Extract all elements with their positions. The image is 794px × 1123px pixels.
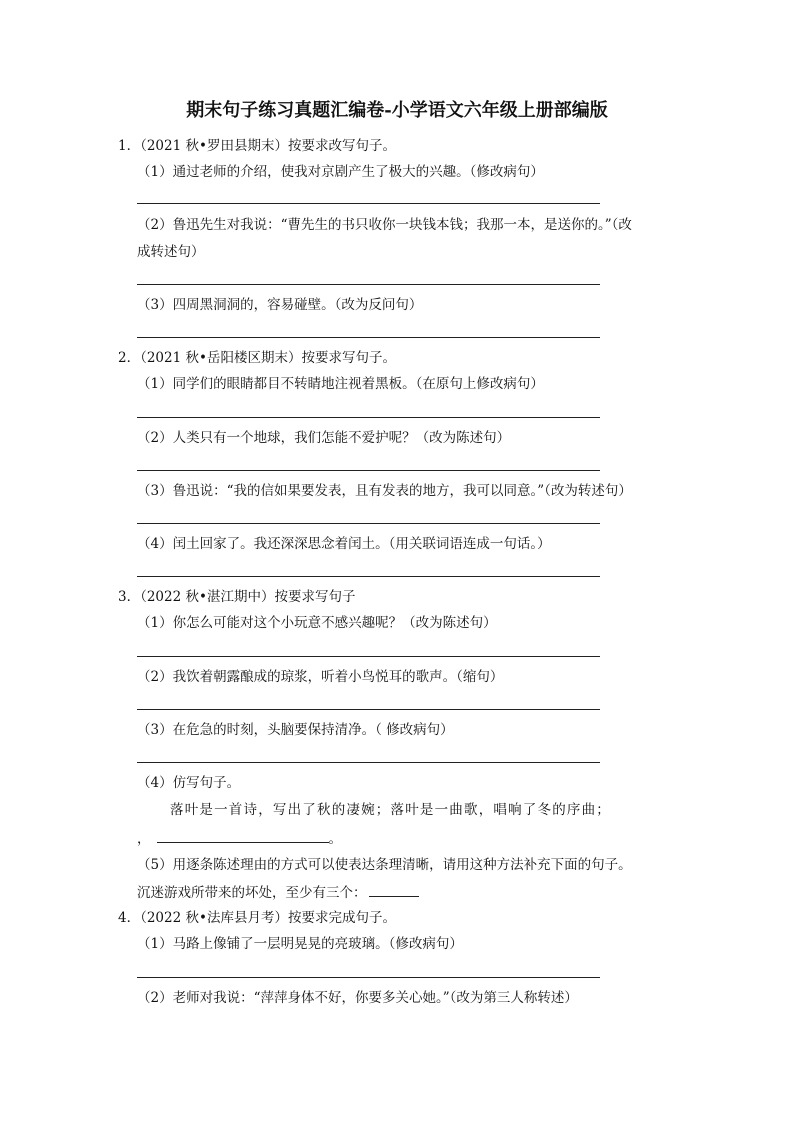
question-3-item-2: （2）我饮着朝露酿成的琼浆，听着小鸟悦耳的歌声。（缩句） [137, 669, 504, 685]
answer-line [137, 203, 600, 204]
fill-blank [369, 882, 419, 897]
fill-blank [157, 828, 329, 843]
answer-line [137, 656, 600, 657]
answer-line [137, 523, 600, 524]
question-3-item-4-fill [137, 828, 342, 849]
question-2-item-3: （3）鲁迅说：“我的信如果要发表，且有发表的地方，我可以同意。”（改为转述句） [137, 483, 632, 499]
question-2-item-4: （4）闰土回家了。我还深深思念着闰土。（用关联词语连成一句话。） [137, 536, 551, 552]
period: 。 [328, 831, 342, 847]
question-4-item-1: （1）马路上像铺了一层明晃晃的亮玻璃。（修改病句） [137, 936, 463, 952]
question-3-item-5-prompt: 沉迷游戏所带来的坏处，至少有三个： [137, 885, 367, 901]
question-3-item-1: （1）你怎么可能对这个小玩意不感兴趣呢？（改为陈述句） [137, 615, 497, 631]
question-1-stem: 1．（2021 秋•罗田县期末）按要求改写句子。 [118, 138, 396, 154]
question-3-item-5: （5）用逐条陈述理由的方式可以使表达条理清晰，请用这种方法补充下面的句子。 [137, 857, 632, 873]
comma: ， [137, 831, 151, 847]
question-4-stem: 4．（2022 秋•法库县月考）按要求完成句子。 [118, 910, 396, 926]
answer-line [137, 417, 600, 418]
answer-line [137, 470, 600, 471]
question-3-item-4: （4）仿写句子。 [137, 775, 241, 791]
question-1-item-1: （1）通过老师的介绍，使我对京剧产生了极大的兴趣。（修改病句） [137, 164, 544, 180]
question-3-item-3: （3）在危急的时刻，头脑要保持清净。（ 修改病句） [137, 722, 454, 738]
question-3-item-4-sample: 落叶是一首诗，写出了秋的凄婉；落叶是一曲歌，唱响了冬的序曲； [170, 802, 611, 818]
answer-line [137, 576, 600, 577]
question-4-item-2: （2）老师对我说：“萍萍身体不好，你要多关心她。”（改为第三人称转述） [137, 990, 578, 1006]
answer-line [137, 337, 600, 338]
question-3-stem: 3．（2022 秋•湛江期中）按要求写句子 [118, 589, 356, 605]
question-1-item-3: （3）四周黑洞洞的，容易碰壁。（改为反问句） [137, 297, 423, 313]
answer-line [137, 709, 600, 710]
question-2-stem: 2．（2021 秋•岳阳楼区期末）按要求写句子。 [118, 350, 396, 366]
answer-line [137, 284, 600, 285]
answer-line [137, 762, 600, 763]
answer-line [137, 977, 600, 978]
question-1-item-2: （2）鲁迅先生对我说：“曹先生的书只收你一块钱本钱；我那一本，是送你的。”（改 [137, 217, 632, 233]
question-2-item-2: （2）人类只有一个地球，我们怎能不爱护呢？（改为陈述句） [137, 430, 511, 446]
question-1-item-2-cont: 成转述句） [137, 244, 205, 260]
question-3-item-5-text [137, 882, 419, 903]
question-2-item-1: （1）同学们的眼睛都目不转睛地注视着黑板。（在原句上修改病句） [137, 376, 544, 392]
page-title: 期末句子练习真题汇编卷-小学语文六年级上册部编版 [186, 100, 608, 121]
